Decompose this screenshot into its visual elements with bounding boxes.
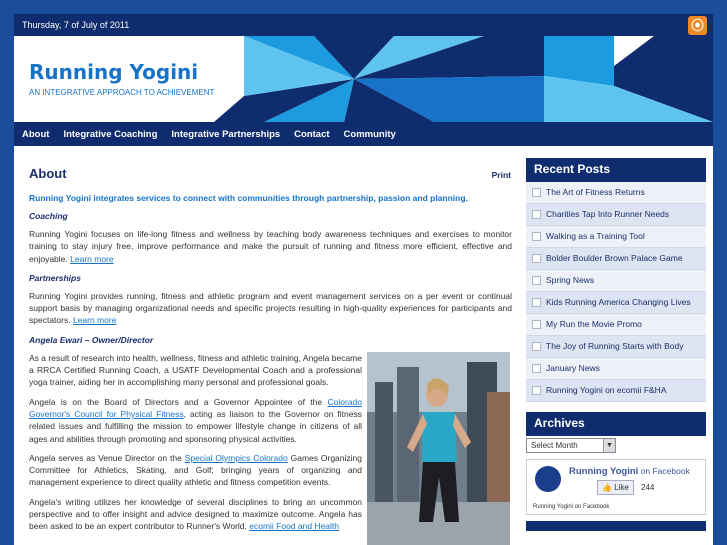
bullet-icon xyxy=(532,320,541,329)
running-yogini-logo-icon[interactable] xyxy=(535,466,561,492)
bullet-icon xyxy=(532,386,541,395)
recent-post-item[interactable]: Spring News xyxy=(526,270,706,292)
bullet-icon xyxy=(532,188,541,197)
main-nav xyxy=(14,122,713,146)
ecomii-link[interactable]: ecomii Food and Health xyxy=(249,521,340,532)
nav-about[interactable]: About xyxy=(22,129,50,140)
site-title[interactable]: Running Yogini xyxy=(29,60,199,84)
recent-post-item[interactable]: My Run the Movie Promo xyxy=(526,314,706,336)
next-widget-heading xyxy=(526,521,706,531)
recent-post-item[interactable]: Bolder Boulder Brown Palace Game xyxy=(526,248,706,270)
partnerships-paragraph: Running Yogini provides running, fitness and athletic program and event management services on a per event or continual support basis by managing organizational needs and specific projects resulting in high-quality experiences for participants and spectators. Learn more xyxy=(29,290,512,326)
bullet-icon xyxy=(532,342,541,351)
archives-select[interactable]: Select Month ▼ xyxy=(526,438,616,453)
bio-paragraph-3: Angela serves as Venue Director on the Special Olympics Colorado Games Organizing Committee for Athletics, Skating, and Golf; bringing years of organizing and management experience to direct quality athletic and fitness competition events. xyxy=(29,452,362,488)
runner-photo xyxy=(367,352,510,545)
recent-post-item[interactable]: Charities Tap Into Runner Needs xyxy=(526,204,706,226)
nav-community[interactable]: Community xyxy=(343,129,396,140)
bullet-icon xyxy=(532,298,541,307)
coaching-heading: Coaching xyxy=(29,211,68,221)
archives-heading: Archives xyxy=(526,412,706,436)
nav-integrative-coaching[interactable]: Integrative Coaching xyxy=(63,129,158,140)
coaching-paragraph: Running Yogini focuses on life-long fitness and wellness by teaching body awareness techniques and exercises to monitor training to stay injury free, improve performance and make the pursuit of running and fitness more efficient, effective and enjoyable. Learn more xyxy=(29,229,512,264)
recent-post-item[interactable]: The Art of Fitness Returns xyxy=(526,182,706,204)
bio-paragraph-1: As a result of research into health, wellness, fitness and athletic training, Angela became a RRCA Certified Running Coach, a USATF Developmental Coach and a professional yoga trainer, aiding her in accomplishing many personal and professional goals. xyxy=(29,352,362,388)
bullet-icon xyxy=(532,210,541,219)
rss-icon[interactable]: ⦿ xyxy=(688,16,707,35)
recent-post-item[interactable]: January News xyxy=(526,358,706,380)
recent-post-item[interactable]: Running Yogini on ecomii F&HA xyxy=(526,380,706,402)
bullet-icon xyxy=(532,232,541,241)
top-bar xyxy=(14,14,713,36)
nav-contact[interactable]: Contact xyxy=(294,129,330,140)
chevron-down-icon: ▼ xyxy=(603,439,615,452)
recent-post-item[interactable]: Walking as a Training Tool xyxy=(526,226,706,248)
facebook-footer-link[interactable]: Running Yogini on Facebook xyxy=(533,504,610,510)
bullet-icon xyxy=(532,276,541,285)
facebook-like-button[interactable]: 👍 Like xyxy=(597,480,634,495)
bio-paragraph-4: Angela's writing utilizes her knowledge of several disciplines to bring an uncommon perspective and to offer insight and advice designed to maximize outcome. Angela has been asked to be an expert contributor to Runner's World, ecomii Food and Health xyxy=(29,496,362,532)
facebook-widget xyxy=(526,459,706,515)
facebook-like-count: 244 xyxy=(641,483,655,492)
bio-paragraph-2: Angela is on the Board of Directors and a Governor Appointee of the Colorado Governor's Council for Physical Fitness, acting as liaison to the Governor on fitness related issues and fulfilling the mission to empower lifestyle change in citizens of all ages and abilities through promoting and sponsoring physical activities. xyxy=(29,396,362,444)
page xyxy=(14,14,713,545)
bullet-icon xyxy=(532,364,541,373)
recent-posts-heading: Recent Posts xyxy=(526,158,706,182)
colorado-council-link[interactable]: Colorado Governor's Council for Physical Fitness xyxy=(29,396,362,419)
nav-integrative-partnerships[interactable]: Integrative Partnerships xyxy=(171,129,281,140)
coaching-learn-more-link[interactable]: Learn more xyxy=(70,253,114,264)
recent-post-item[interactable]: Kids Running America Changing Lives xyxy=(526,292,706,314)
sidebar xyxy=(526,158,706,545)
site-header xyxy=(14,36,713,122)
recent-post-item[interactable]: The Joy of Running Starts with Body xyxy=(526,336,706,358)
main-content xyxy=(22,158,519,545)
owner-heading: Angela Ewari – Owner/Director xyxy=(29,334,154,345)
partnerships-learn-more-link[interactable]: Learn more xyxy=(72,315,117,326)
page-title: About xyxy=(29,166,67,181)
facebook-page-name[interactable]: Running Yogini on Facebook xyxy=(569,466,690,477)
site-tagline: AN INTEGRATIVE APPROACH TO ACHIEVEMENT xyxy=(29,88,215,97)
print-link[interactable]: Print xyxy=(491,170,511,180)
current-date: Thursday, 7 of July of 2011 xyxy=(22,20,130,30)
bullet-icon xyxy=(532,254,541,263)
special-olympics-link[interactable]: Special Olympics Colorado xyxy=(184,452,288,463)
recent-posts-list xyxy=(526,182,706,402)
partnerships-heading: Partnerships xyxy=(29,272,81,283)
intro-text: Running Yogini integrates services to connect with communities through partnership, passion and planning. xyxy=(29,193,468,203)
